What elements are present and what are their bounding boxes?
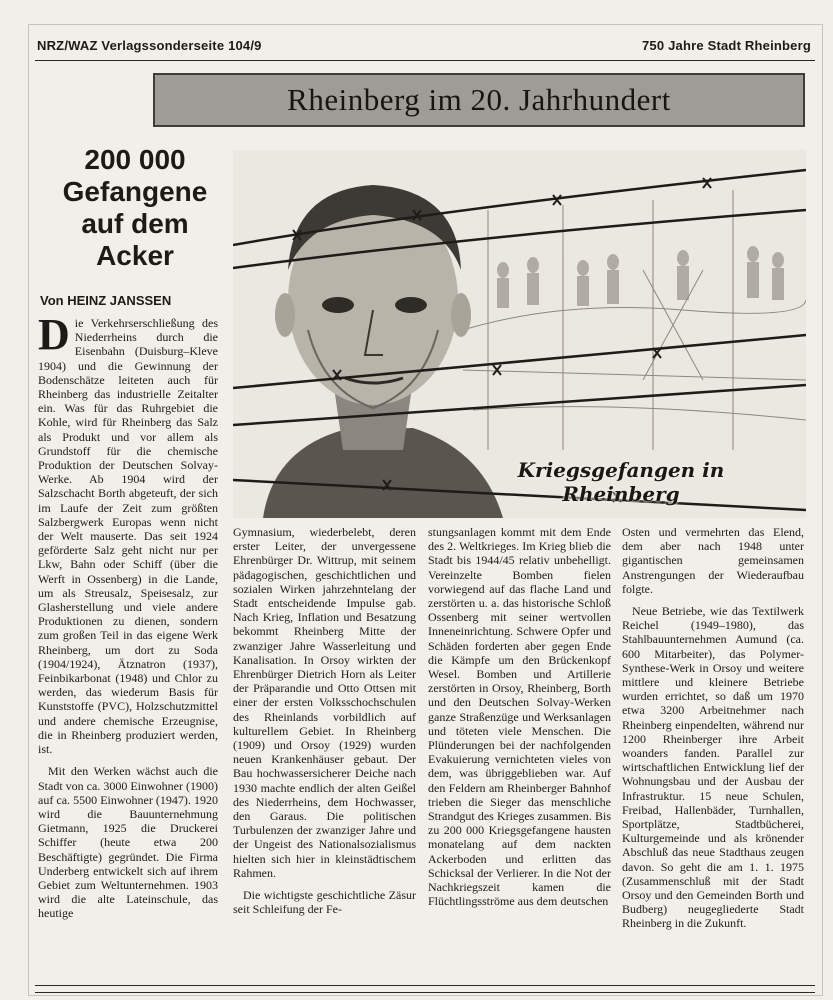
footer-rule-double [35, 992, 815, 993]
illustration-caption: Kriegsgefangen in Rheinberg [517, 458, 725, 506]
page-header-right: 750 Jahre Stadt Rheinberg [642, 38, 811, 53]
article-column-4 [622, 525, 804, 939]
prisoner-illustration [233, 150, 806, 518]
paragraph: Gymnasium, wiederbelebt, deren erster Leiter, der unvergessene Ehrenbürger Dr. Wittrup, mit seinem pädagogischen, geschichtlichen und sozialen Wirken jahrzehntelang der Stadt entscheidende Impulse gab. Nach Krieg, Inflation und Besatzung bekommt Rheinberg Mitte der zwanziger Jahre Wasserleitung und Kanalisation. In Orsoy wirkten der Ehrenbürger Dietrich Horn als Leiter der Präparandie und Otto Ottsen mit einer der ersten Volksschochschulen des Rheinlands vorbildlich auf kulturellem Gebiet. In Rheinberg (1909) und Orsoy (1929) wurden neuen Krankenhäuser gebaut. Der Bau hochwassersicherer Deiche nach 1930 machte endlich der alten Geißel des Niederrheins, dem Hochwasser, den Garaus. Die politischen Turbulenzen der zwanziger Jahre und der Ungeist des Nationalsozialismus hielten sich hier in kleinstädtischem Rahmen. [233, 525, 416, 880]
paragraph: Die wichtigste geschichtliche Zäsur seit Schleifung der Fe- [233, 888, 416, 917]
paragraph: Osten und vermehrten das Elend, dem aber nach 1948 unter gigantischen gemeinsamen Anstrengungen der Wiederaufbau folgte. [622, 525, 804, 596]
footer-rule [35, 985, 815, 986]
paragraph: ie Verkehrserschließung des Niederrheins durch die Eisenbahn (Duisburg–Kleve 1904) und die Gewinnung der Bodenschätze leiteten auch für Rheinberg das industrielle Zeitalter ein. Was für das Ruhrgebiet die Kohle, wird für Rheinberg das Salz als Produkt und vor allem als Grundstoff für die chemische Produktion der Deutschen Solvay-Werke. Ab 1904 wird der Salzschacht Borth abgeteuft, der sich im Laufe der Zeit zum größten Salzbergwerk Europas wenn nicht der Welt mauserte. Das seit 1924 geförderte Salz geht nicht nur per Lkw, Bahn oder Schiff (über die Werft in Ossenberg) in die Lande, um als Streusalz, Speisesalz, zur Glasherstellung und viele andere Produktionen zu dienen, sondern zum großen Teil in das eigene Werk Rheinberg, um dort zu Soda (1904/1924), Ätznatron (1937), Feinbikarbonat (1948) und Chlor zu werden, das wiederum Basis für Kunststoffe (PVC), Holzschutzmittel und andere chemische Erzeugnise, die in Rheinberg produziert werden, ist. [38, 316, 218, 757]
paragraph: Neue Betriebe, wie das Textilwerk Reichel (1949–1980), das Stahlbauunternehmen Aumund (ca. 600 Mitarbeiter), das Polymer-Synthese-Werk in Orsoy und weitere mittlere und kleinere Betriebe wurden errichtet, so daß um 1970 etwa 3200 Arbeitnehmer nach Rheinberg einpendelten, während nur 1200 Rheinberger ihre Arbeit woanders fanden. Parallel zur wirtschaftlichen Entwicklung lief der Wohnungsbau und der Ausbau der Infrastruktur. 15 neue Schulen, Freibad, Hallenbäder, Turnhallen, Sportplätze, Stadtbücherei, Kulturgemeinde und als krönender Abschluß das neue Stadthaus zeugen davon. So geht die am 1. 1. 1975 (Zusammenschluß mit der Stadt Orsoy und den Gemeinden Borth und Budberg) neugegliederte Stadt Rheinberg in die Zukunft. [622, 604, 804, 931]
article-column-2 [233, 525, 416, 924]
page-header-left: NRZ/WAZ Verlagssonderseite 104/9 [37, 38, 262, 53]
drop-cap: D [38, 310, 70, 359]
article-headline: 200 000 Gefangene auf dem Acker [62, 144, 208, 271]
article-column-1 [38, 310, 218, 929]
paragraph: Mit den Werken wächst auch die Stadt von ca. 3000 Einwohner (1900) auf ca. 5500 Einwohner (1947). 1920 wird die Bauunternehmung Gietmann, 1925 die Druckerei Schiffer (heute etwa 200 Beschäftigte) gegründet. Die Firma Underberg entwickelt sich auf ihrem Gebiet zum Weltunternehmen. 1903 wird die alte Lateinschule, das heutige [38, 764, 218, 921]
paragraph: stungsanlagen kommt mit dem Ende des 2. Weltkrieges. Im Krieg blieb die Stadt bis 1944/45 relativ unbehelligt. Vereinzelte Bomben fielen vorwiegend auf das flache Land und zerstörten u. a. das historische Schloß Ossenberg mit seiner wertvollen Inneneinrichtung. Schwere Opfer und Schäden forderten aber gegen Ende die Kämpfe um den Brückenkopf Wesel. Bomben und Artillerie zerstörten in Orsoy, Rheinberg, Borth und den Deutschen Solvay-Werken ganze Straßenzüge und Werksanlagen und töteten viele Menschen. Die Plünderungen bei der nachfolgenden Evakuierung vernichteten vieles von dem, was übriggeblieben war. Auf den Feldern am Rheinberger Bahnhof trieben die Sieger das menschliche Strandgut des Krieges zusammen. Bis zu 200 000 Kriegsgefangene hausten monatelang auf dem nackten Ackerboden und erlitten das Schicksal der Verlierer. In die Not der Nachkriegszeit kamen die Flüchtlingsströme aus dem deutschen [428, 525, 611, 909]
article-column-3 [428, 525, 611, 916]
article-byline: Von HEINZ JANSSEN [40, 293, 172, 308]
header-rule [35, 60, 815, 61]
section-banner: Rheinberg im 20. Jahrhundert [153, 73, 805, 127]
